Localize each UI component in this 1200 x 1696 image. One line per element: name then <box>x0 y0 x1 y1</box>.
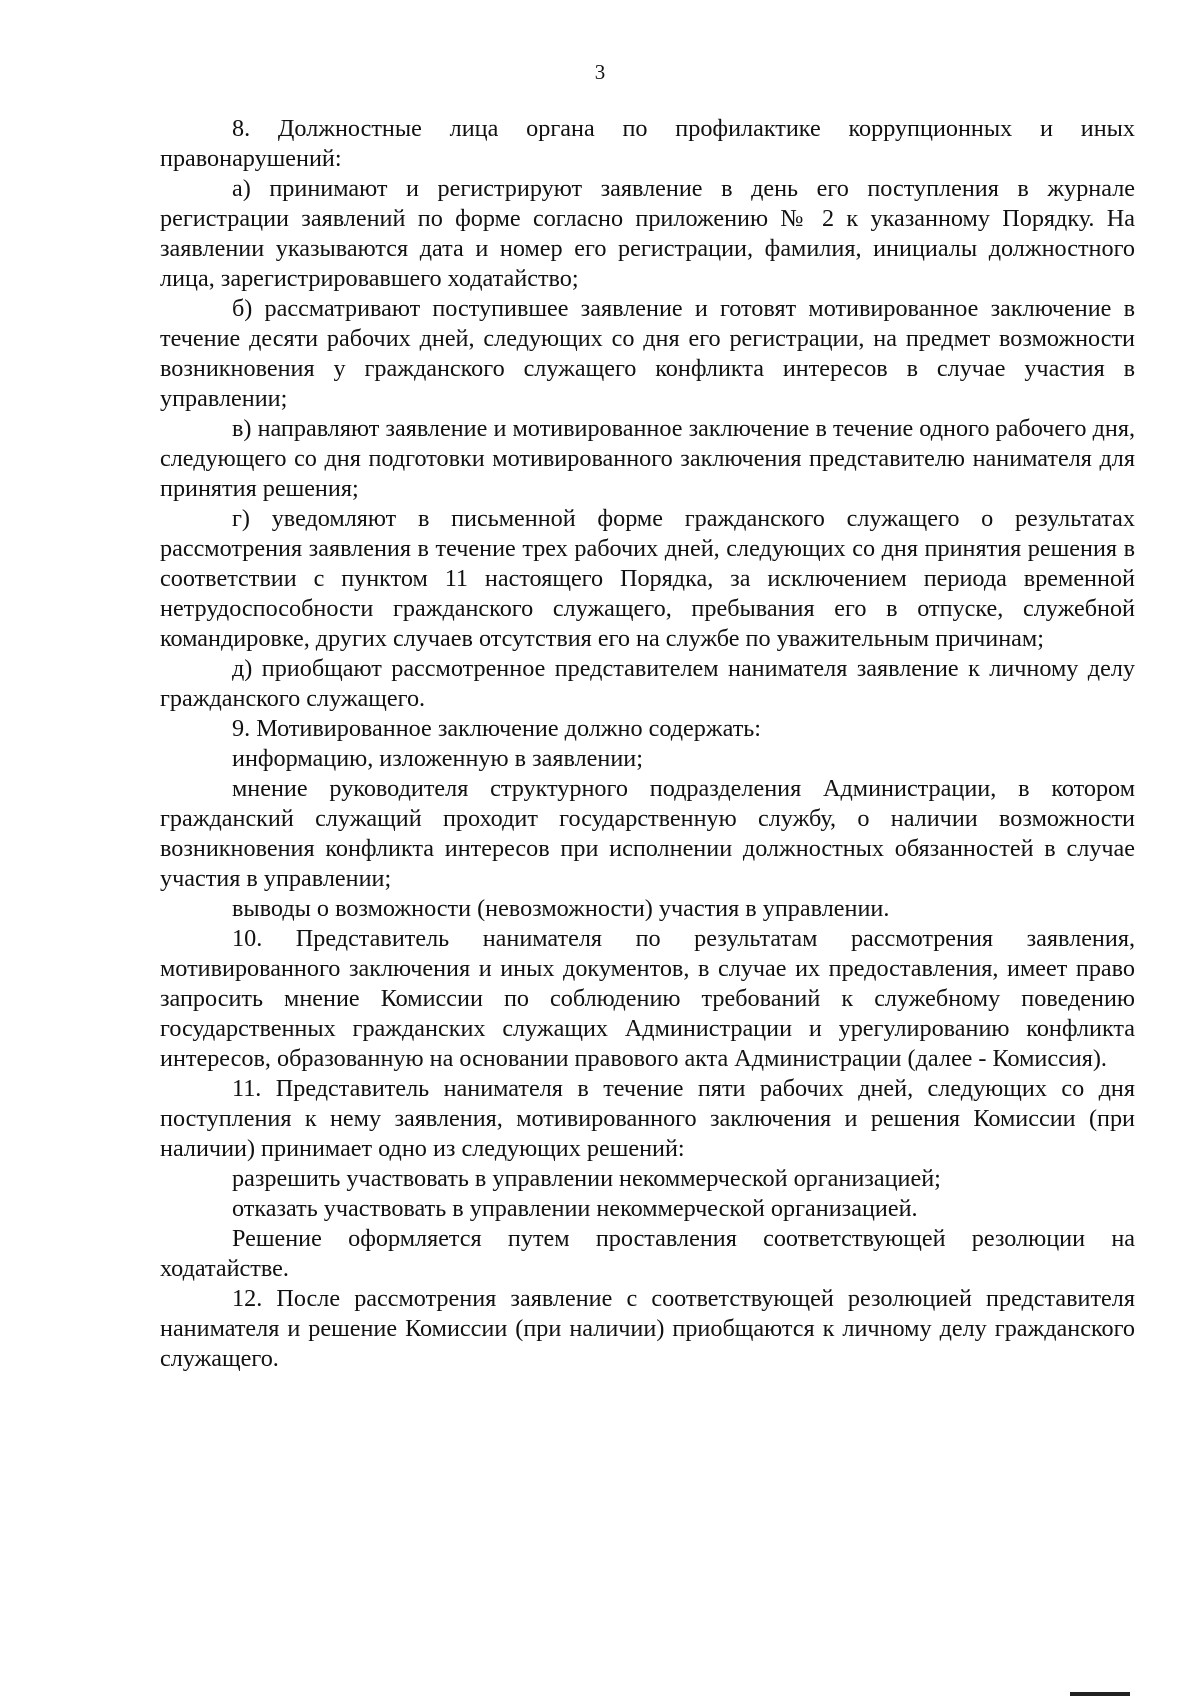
paragraph-8d: д) приобщают рассмотренное представителем нанимателя заявление к личному делу гражданского служащего. <box>160 655 1135 712</box>
paragraph-9-item-1: информацию, изложенную в заявлении; <box>232 745 643 772</box>
paragraph-8: 8. Должностные лица органа по профилактике коррупционных и иных правонарушений: <box>160 115 1135 172</box>
paragraph-11: 11. Представитель нанимателя в течение пяти рабочих дней, следующих со дня поступления к нему заявления, мотивированного заключения и решения Комиссии (при наличии) принимает одно из следующих решений: <box>160 1075 1135 1162</box>
paragraph-9: 9. Мотивированное заключение должно содержать: <box>232 715 762 742</box>
document-body <box>160 114 1135 1374</box>
paragraph-10: 10. Представитель нанимателя по результатам рассмотрения заявления, мотивированного заключения и иных документов, в случае их предоставления, имеет право запросить мнение Комиссии по соблюдению требований к служебному поведению государственных гражданских служащих Администрации и урегулированию конфликта интересов, образованную на основании правового акта Администрации (далее - Комиссия). <box>160 925 1135 1072</box>
paragraph-8v: в) направляют заявление и мотивированное заключение в течение одного рабочего дня, следующего со дня подготовки мотивированного заключения представителю нанимателя для принятия решения; <box>160 415 1135 502</box>
paragraph-9-item-3: выводы о возможности (невозможности) участия в управлении. <box>232 895 890 922</box>
paragraph-8g: г) уведомляют в письменной форме гражданского служащего о результатах рассмотрения заявления в течение трех рабочих дней, следующих со дня принятия решения в соответствии с пунктом 11 настоящего Порядка, за исключением периода временной нетрудоспособности гражданского служащего, пребывания его в отпуске, служебной командировке, других случаев отсутствия его на службе по уважительным причинам; <box>160 505 1135 652</box>
paragraph-8b: б) рассматривают поступившее заявление и готовят мотивированное заключение в течение десяти рабочих дней, следующих со дня его регистрации, на предмет возможности возникновения у гражданского служащего конфликта интересов в случае участия в управлении; <box>160 295 1135 412</box>
page-number: 3 <box>594 60 606 84</box>
paragraph-12: 12. После рассмотрения заявление с соответствующей резолюцией представителя нанимателя и решение Комиссии (при наличии) приобщаются к личному делу гражданского служащего. <box>160 1285 1135 1372</box>
paragraph-11-option-allow: разрешить участвовать в управлении некоммерческой организацией; <box>232 1165 941 1192</box>
paragraph-11-option-deny: отказать участвовать в управлении некоммерческой организацией. <box>232 1195 918 1222</box>
scan-edge-mark <box>1070 1692 1130 1696</box>
paragraph-8a: а) принимают и регистрируют заявление в день его поступления в журнале регистрации заявлений по форме согласно приложению № 2 к указанному Порядку. На заявлении указываются дата и номер его регистрации, фамилия, инициалы должностного лица, зарегистрировавшего ходатайство; <box>160 175 1135 292</box>
paragraph-9-item-2: мнение руководителя структурного подразделения Администрации, в котором гражданский служащий проходит государственную службу, о наличии возможности возникновения конфликта интересов при исполнении должностных обязанностей в случае участия в управлении; <box>160 775 1135 892</box>
paragraph-11-resolution: Решение оформляется путем проставления соответствующей резолюции на ходатайстве. <box>160 1225 1135 1282</box>
